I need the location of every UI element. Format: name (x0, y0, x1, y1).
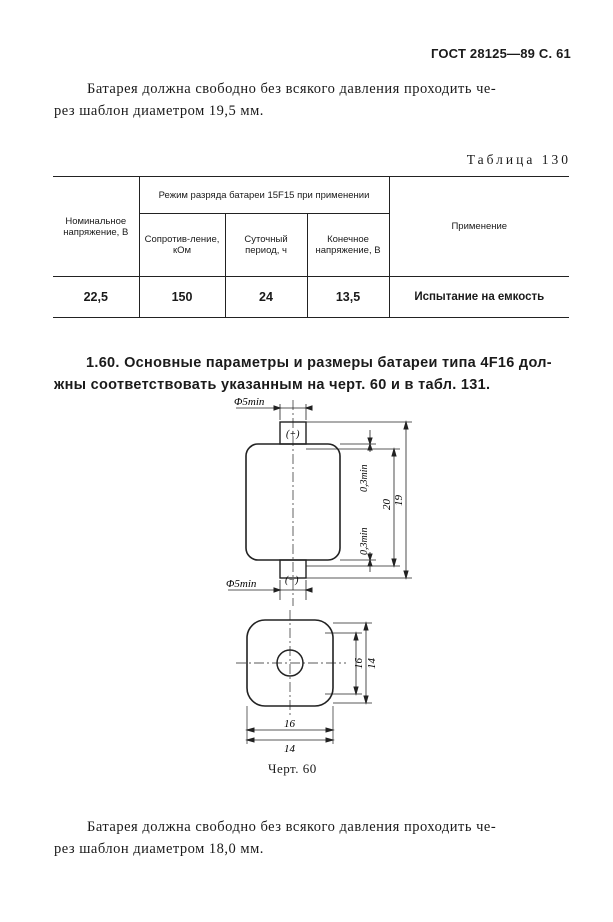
paragraph-line: рез шаблон диаметром 19,5 мм. (54, 103, 264, 119)
table-caption: Таблица 130 (466, 152, 571, 167)
header-application: Применение (389, 177, 569, 277)
paragraph-line: Батарея должна свободно без всякого давления проходить че- (87, 81, 497, 97)
header-discharge-mode: Режим разряда батареи 15F15 при применении (139, 177, 389, 214)
cell-nominal: 22,5 (53, 277, 139, 318)
paragraph-line: рез шаблон диаметром 18,0 мм. (54, 841, 264, 857)
label-width-max: 16 (284, 718, 295, 730)
label-dia-top: Φ5min (234, 396, 265, 408)
header-period: Суточный период, ч (225, 214, 307, 277)
label-plus: (+) (286, 429, 300, 440)
figure-caption: Черт. 60 (268, 761, 317, 776)
label-side-max: 16 (353, 658, 365, 669)
header-final-voltage: Конечное напряжение, В (307, 214, 389, 277)
label-minus: (−) (285, 575, 299, 586)
label-width-min: 14 (284, 743, 295, 755)
label-gap-top: 0,3min (359, 464, 370, 492)
section-line: 1.60. Основные параметры и размеры батареи типа 4F16 дол- (86, 355, 552, 371)
section-line: жны соответствовать указанным на черт. 60 и в табл. 131. (54, 377, 491, 393)
cell-resistance: 150 (139, 277, 225, 318)
cell-period: 24 (225, 277, 307, 318)
label-height-min: 19 (393, 495, 405, 506)
cell-final-voltage: 13,5 (307, 277, 389, 318)
header-nominal-voltage: Номинальное напряжение, В (53, 177, 139, 277)
cell-application: Испытание на емкость (389, 277, 569, 318)
page-header: ГОСТ 28125—89 С. 61 (430, 46, 571, 61)
paragraph-line: Батарея должна свободно без всякого давления проходить че- (87, 819, 497, 835)
label-gap-bottom: 0,3min (359, 527, 370, 555)
label-dia-bottom: Φ5min (226, 578, 257, 590)
label-height-max: 20 (381, 499, 393, 510)
header-resistance: Сопротив-ление, кОм (139, 214, 225, 277)
label-side-min: 14 (366, 658, 378, 669)
